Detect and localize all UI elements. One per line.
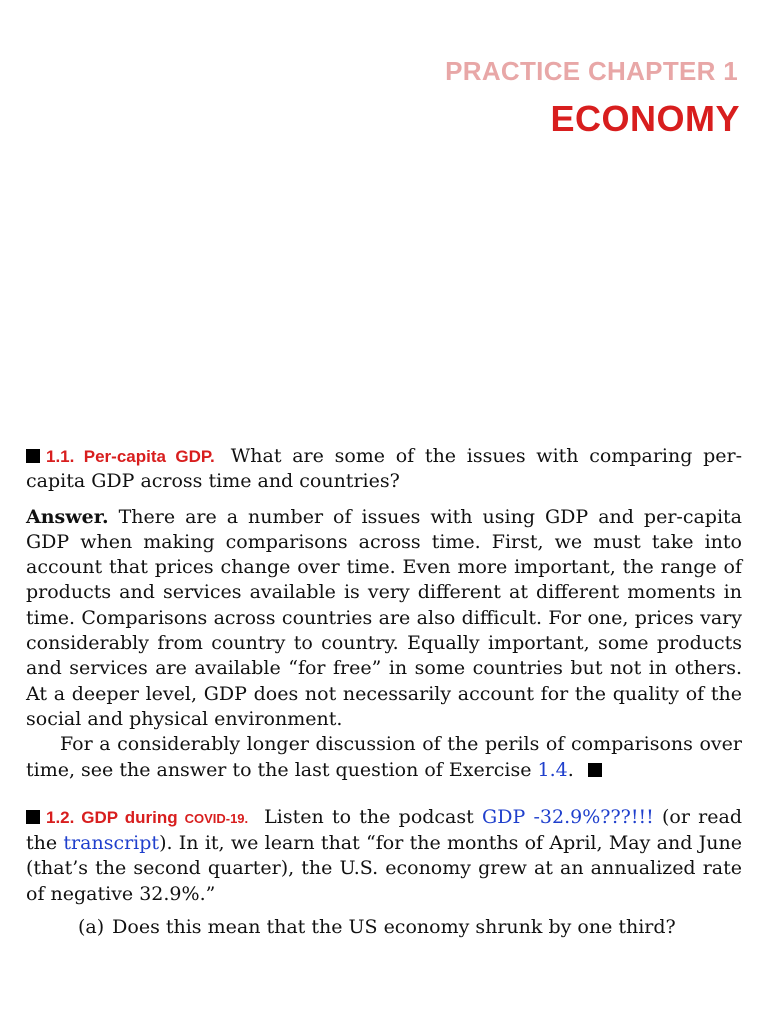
exercise-marker-icon	[26, 810, 40, 824]
exercise-1-question-text: What are some of the issues with comparing per-capita GDP across time and countries?	[26, 445, 743, 493]
exercise-2-question	[26, 805, 742, 907]
podcast-link[interactable]: GDP -32.9%???!!!	[482, 805, 654, 828]
answer-label: Answer.	[26, 505, 109, 528]
exercise-1-answer	[26, 505, 742, 733]
exercise-2-mid1: (or read the	[26, 805, 742, 855]
exercise-2-title-caps: COVID-19.	[184, 810, 249, 826]
subquestion-text: Does this mean that the US economy shrunk by one third?	[112, 916, 676, 939]
subquestion-label: (a)	[78, 916, 105, 939]
exercise-2-title-main: 1.2. GDP during	[46, 807, 178, 827]
chapter-label: PRACTICE CHAPTER 1	[445, 56, 738, 86]
end-of-answer-icon	[588, 763, 602, 777]
exercise-1-title: 1.1. Per-capita GDP.	[46, 447, 215, 466]
exercise-2-intro: Listen to the podcast	[264, 805, 474, 828]
exercise-marker-icon	[26, 449, 40, 463]
exercise-1-4-link[interactable]: 1.4	[537, 758, 568, 781]
answer-text: There are a number of issues with using GDP and per-capita GDP when making comparisons across time. First, we must take into account that prices change over time. Even more important, the range of products and services available is very different at different moments in time. Comparisons across countries are also difficult. For one, prices vary considerably from country to country. Equally important, some products and services are available “for free” in some countries but not in others. At a deeper level, GDP does not necessarily account for the quality of the social and physical environment.	[26, 505, 743, 730]
followup-text: For a considerably longer discussion of the perils of comparisons over time, see the answer to the last question of Exercise	[26, 733, 742, 781]
exercise-1-followup	[26, 732, 742, 783]
exercise-1-question	[26, 444, 742, 495]
main-content	[26, 444, 742, 940]
exercise-2-title	[46, 808, 248, 827]
exercise-2-mid2: ). In it, we learn that “for the months of April, May and June (that’s the second quarter), the U.S. economy grew at an annualized rate of negative 32.9%.”	[26, 832, 742, 905]
followup-period: .	[567, 758, 574, 781]
exercise-2-subquestion-a	[26, 915, 742, 940]
chapter-title: ECONOMY	[550, 98, 740, 139]
transcript-link[interactable]: transcript	[63, 832, 160, 855]
